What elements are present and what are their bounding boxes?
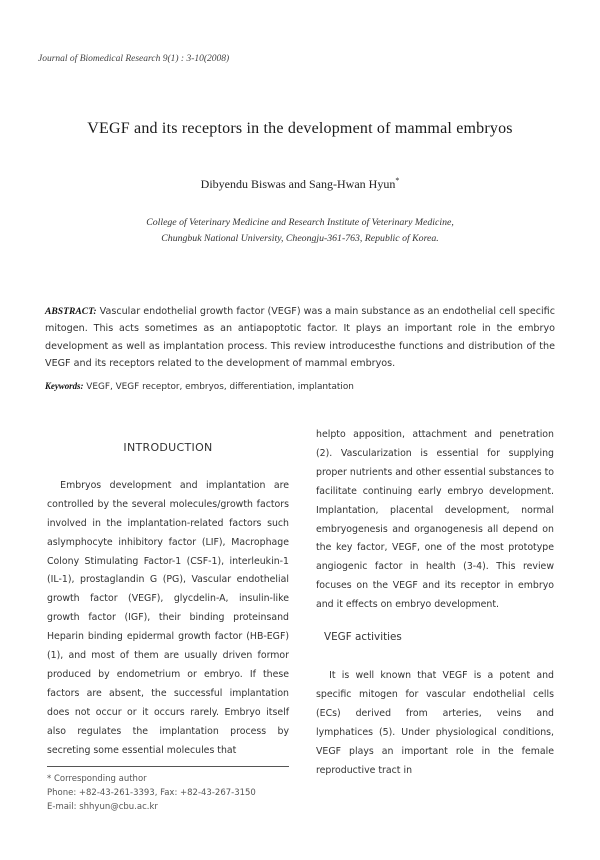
keywords-label: Keywords: bbox=[45, 381, 84, 391]
abstract-text: Vascular endothelial growth factor (VEGF) was a main substance as an endothelial cell specific mitogen. This acts sometimes as an antiapoptotic factor. It plays an important role in the embryo development as well as implantation process. This review introducesthe functions and distribution of the VEGF and its receptors related to the development of mammal embryos. bbox=[45, 306, 555, 370]
authors: Dibyendu Biswas and Sang-Hwan Hyun bbox=[200, 177, 396, 191]
journal-citation: Journal of Biomedical Research 9(1) : 3-10(2008) bbox=[38, 54, 230, 64]
footnote bbox=[47, 772, 256, 814]
footnote-corresponding: * Corresponding author bbox=[47, 774, 147, 784]
keywords bbox=[45, 381, 354, 392]
section-heading-introduction: INTRODUCTION bbox=[123, 441, 213, 454]
affiliation-line-1: College of Veterinary Medicine and Research Institute of Veterinary Medicine, bbox=[146, 217, 454, 228]
section-heading-vegf-activities: VEGF activities bbox=[324, 631, 402, 644]
intro-paragraph-continued: helpto apposition, attachment and penetration (2). Vascularization is essential for supplying proper nutrients and other essential substances to facilitate continuing early embryo development. Implantation, placental development, normal embryogenesis and organogenesis all depend on the key factor, VEGF, one of the most prototype angiogenic factor in health (3-4). This review focuses on the VEGF and its receptor in embryo and it effects on embryo development. bbox=[316, 429, 554, 611]
abstract-label: ABSTRACT: bbox=[45, 306, 97, 317]
affiliation-line-2: Chungbuk National University, Cheongju-361-763, Republic of Korea. bbox=[161, 233, 439, 244]
footnote-divider bbox=[47, 766, 289, 767]
affiliation bbox=[0, 215, 600, 247]
author-line bbox=[0, 176, 600, 192]
keywords-text: VEGF, VEGF receptor, embryos, differentiation, implantation bbox=[86, 382, 354, 392]
corresponding-mark: * bbox=[395, 176, 400, 185]
abstract bbox=[45, 303, 555, 373]
footnote-email: E-mail: shhyun@cbu.ac.kr bbox=[47, 802, 158, 812]
vegf-activities-paragraph: It is well known that VEGF is a potent and specific mitogen for vascular endothelial cells (ECs) derived from arteries, veins and lymphatices (5). Under physiological conditions, VEGF plays an important role in the female reproductive tract in bbox=[316, 669, 554, 776]
intro-paragraph: Embryos development and implantation are controlled by the several molecules/growth factors involved in the implantation-related factors such aslymphocyte inhibitory factor (LIF), Macrophage Colony Stimulating Factor-1 (CSF-1), interleukin-1 (IL-1), prostaglandin G (PG), Vascular endothelial growth factor (VEGF), glycdelin-A, insulin-like growth factor (IGF), their binding proteinsand Heparin binding epidermal growth factor (HB-EGF) (1), and most of them are usually driven formor produced by endometrium or embryo. If these factors are absent, the successful implantation does not occur or it occurs rarely. Embryo itself also regulates the implantation process by secreting some essential molecules that bbox=[47, 479, 289, 756]
paper-title: VEGF and its receptors in the development of mammal embryos bbox=[87, 120, 513, 137]
right-column bbox=[316, 426, 554, 780]
footnote-phone: Phone: +82-43-261-3393, Fax: +82-43-267-3150 bbox=[47, 788, 256, 798]
left-column bbox=[47, 426, 289, 761]
